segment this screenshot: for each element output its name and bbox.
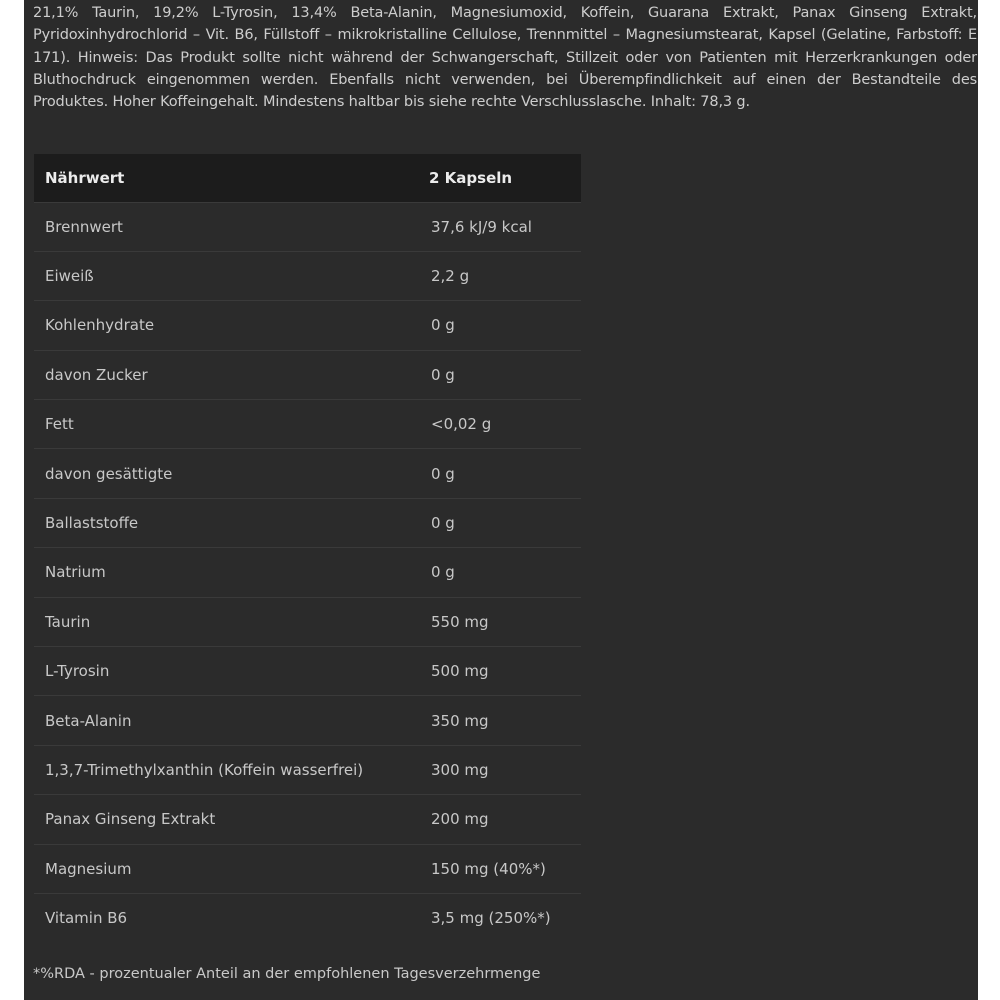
nutrient-name-cell: Taurin xyxy=(45,612,91,631)
table-row xyxy=(34,597,581,646)
table-row xyxy=(34,350,581,399)
nutrient-amount-cell: 300 mg xyxy=(431,760,489,779)
nutrient-amount-cell: 2,2 g xyxy=(431,267,470,286)
nutrient-amount-cell: 0 g xyxy=(431,365,455,384)
nutrient-name-cell: Eiweiß xyxy=(45,267,94,286)
nutrition-table xyxy=(34,154,581,943)
nutrient-name-cell: Ballaststoffe xyxy=(45,514,139,533)
nutrient-name-cell: Fett xyxy=(45,415,74,434)
table-row xyxy=(34,745,581,794)
table-row xyxy=(34,647,581,696)
nutrient-name-cell: Kohlenhydrate xyxy=(45,316,155,335)
footnote: *%RDA - prozentualer Anteil an der empfohlenen Tagesverzehrmenge xyxy=(33,966,541,982)
table-row xyxy=(34,795,581,844)
nutrient-amount-cell: 550 mg xyxy=(431,612,489,631)
nutrient-name-cell: Brennwert xyxy=(45,217,123,236)
table-row xyxy=(34,449,581,498)
nutrient-name-cell: Natrium xyxy=(45,563,106,582)
nutrient-amount-cell: 0 g xyxy=(431,316,455,335)
nutrient-amount-cell: 0 g xyxy=(431,514,455,533)
nutrient-name-cell: Vitamin B6 xyxy=(45,909,128,928)
table-row xyxy=(34,498,581,547)
product-info-panel xyxy=(24,0,978,1000)
nutrient-name-cell: davon gesättigte xyxy=(45,464,173,483)
nutrient-amount-cell: 37,6 kJ/9 kcal xyxy=(431,217,532,236)
table-row xyxy=(34,400,581,449)
nutrient-amount-cell: 500 mg xyxy=(431,662,489,681)
nutrient-name-cell: davon Zucker xyxy=(45,365,148,384)
table-row xyxy=(34,202,581,251)
nutrient-name-cell: Panax Ginseng Extrakt xyxy=(45,810,216,829)
column-header-amount: 2 Kapseln xyxy=(429,168,513,187)
table-row xyxy=(34,548,581,597)
nutrient-amount-cell: 200 mg xyxy=(431,810,489,829)
table-row xyxy=(34,251,581,300)
nutrient-name-cell: 1,3,7-Trimethylxanthin (Koffein wasserfrei) xyxy=(45,760,364,779)
table-row xyxy=(34,696,581,745)
nutrient-amount-cell: 150 mg (40%*) xyxy=(431,859,546,878)
nutrient-amount-cell: 0 g xyxy=(431,563,455,582)
nutrient-amount-cell: 3,5 mg (250%*) xyxy=(431,909,551,928)
column-header-nutrient: Nährwert xyxy=(45,168,125,187)
table-row xyxy=(34,301,581,350)
table-row xyxy=(34,844,581,893)
nutrient-amount-cell: <0,02 g xyxy=(431,415,492,434)
nutrient-name-cell: Magnesium xyxy=(45,859,132,878)
nutrient-name-cell: Beta-Alanin xyxy=(45,711,132,730)
table-row xyxy=(34,893,581,942)
table-header-row xyxy=(34,154,581,202)
nutrient-name-cell: L-Tyrosin xyxy=(45,662,110,681)
nutrition-table-body xyxy=(34,202,581,943)
nutrient-amount-cell: 0 g xyxy=(431,464,455,483)
ingredients-and-warnings-text: 21,1% Taurin, 19,2% L-Tyrosin, 13,4% Beta-Alanin, Magnesiumoxid, Koffein, Guarana Extrakt, Panax Ginseng Extrakt, Pyridoxinhydrochlorid – Vit. B6, Füllstoff – mikrokristalline Cellulose, Trennmittel – Magnesiumstearat, Kapsel (Gelatine, Farbstoff: E 171). Hinweis: Das Produkt sollte nicht während der Schwangerschaft, Stillzeit oder von Patienten mit Herzerkrankungen oder Bluthochdruck eingenommen werden. Ebenfalls nicht verwenden, bei Überempfindlichkeit auf einen der Bestandteile des Produktes. Hoher Koffeingehalt. Mindestens haltbar bis siehe rechte Verschlusslasche. Inhalt: 78,3 g. xyxy=(33,5,977,111)
nutrient-amount-cell: 350 mg xyxy=(431,711,489,730)
